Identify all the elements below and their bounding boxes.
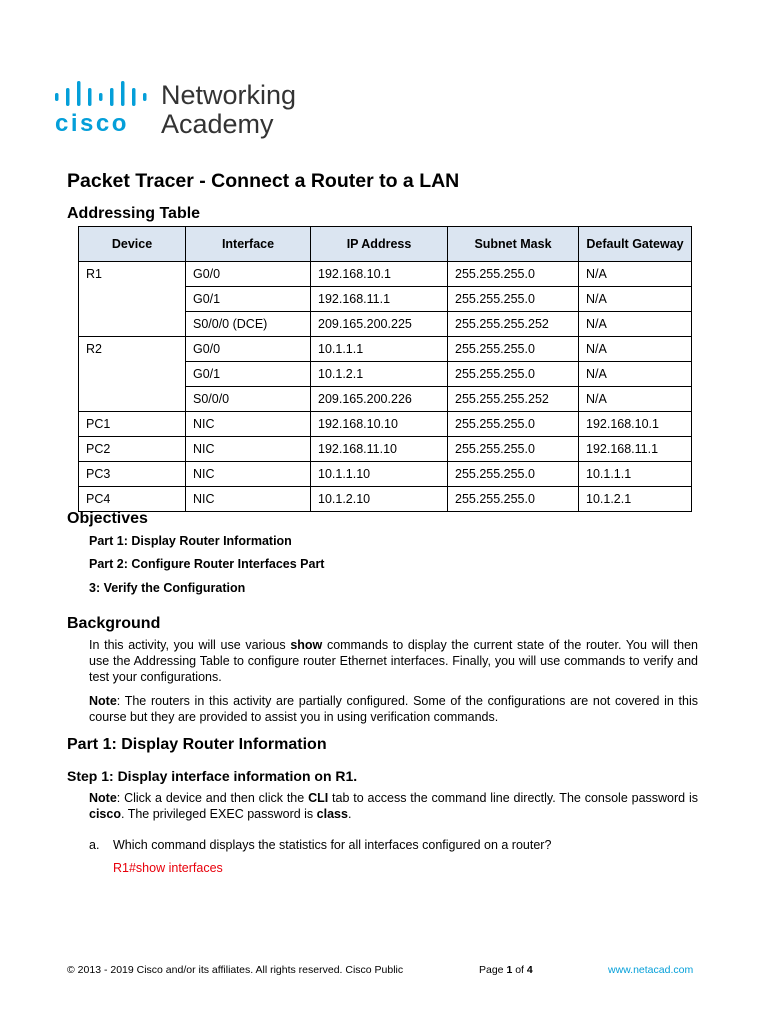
table-cell: G0/0 bbox=[186, 262, 311, 287]
table-cell: 255.255.255.0 bbox=[448, 487, 579, 512]
device-cell: PC3 bbox=[79, 462, 186, 487]
table-cell: 255.255.255.0 bbox=[448, 337, 579, 362]
table-cell: S0/0/0 bbox=[186, 387, 311, 412]
table-row bbox=[79, 487, 692, 512]
copyright-symbol: © bbox=[67, 964, 75, 976]
text-span: In this activity, you will use various bbox=[89, 638, 291, 652]
column-header: Interface bbox=[186, 227, 311, 262]
cisco-wordmark: cisco bbox=[55, 110, 129, 137]
table-cell: 255.255.255.0 bbox=[448, 287, 579, 312]
table-row bbox=[79, 462, 692, 487]
copyright-text: 2013 - 2019 Cisco and/or its affiliates. All rights reserved. Cisco Public bbox=[77, 964, 404, 976]
table-cell: 10.1.2.10 bbox=[311, 487, 448, 512]
table-cell: G0/0 bbox=[186, 337, 311, 362]
total-pages: 4 bbox=[526, 964, 533, 976]
table-cell: 10.1.1.1 bbox=[311, 337, 448, 362]
device-cell: R1 bbox=[79, 262, 186, 337]
table-cell: 10.1.2.1 bbox=[579, 487, 692, 512]
column-header: Subnet Mask bbox=[448, 227, 579, 262]
table-row bbox=[79, 412, 692, 437]
text-span: commands to display the current state of the router. You will then use the Addressing Table to configure router Ethernet interfaces. Finally, you will use commands to verify and test your configurations. bbox=[89, 638, 698, 684]
column-header: Default Gateway bbox=[579, 227, 692, 262]
table-cell: NIC bbox=[186, 412, 311, 437]
table-cell: N/A bbox=[579, 312, 692, 337]
step1-note-paragraph bbox=[89, 790, 698, 822]
table-cell: G0/1 bbox=[186, 362, 311, 387]
step1-heading: Step 1: Display interface information on R1. bbox=[67, 768, 358, 784]
table-cell: G0/1 bbox=[186, 287, 311, 312]
objectives-heading: Objectives bbox=[67, 510, 148, 527]
device-cell: PC4 bbox=[79, 487, 186, 512]
table-cell: NIC bbox=[186, 487, 311, 512]
text-span: : Click a device and then click the bbox=[116, 791, 309, 805]
part1-heading: Part 1: Display Router Information bbox=[67, 736, 327, 753]
note-label: Note bbox=[89, 791, 117, 805]
table-cell: 209.165.200.225 bbox=[311, 312, 448, 337]
table-header-row bbox=[79, 227, 692, 262]
answer-a: R1#show interfaces bbox=[113, 861, 223, 875]
logo-academy-text: Academy bbox=[161, 109, 274, 139]
column-header: Device bbox=[79, 227, 186, 262]
table-row bbox=[79, 437, 692, 462]
table-cell: 192.168.10.10 bbox=[311, 412, 448, 437]
table-cell: 255.255.255.0 bbox=[448, 262, 579, 287]
table-cell: 255.255.255.0 bbox=[448, 362, 579, 387]
table-cell: 10.1.1.1 bbox=[579, 462, 692, 487]
table-cell: N/A bbox=[579, 287, 692, 312]
table-row bbox=[79, 337, 692, 362]
table-cell: S0/0/0 (DCE) bbox=[186, 312, 311, 337]
background-note-paragraph bbox=[89, 693, 698, 725]
logo-networking-text: Networking bbox=[161, 80, 297, 110]
table-cell: 209.165.200.226 bbox=[311, 387, 448, 412]
table-cell: N/A bbox=[579, 262, 692, 287]
footer-url-link[interactable]: www.netacad.com bbox=[608, 964, 694, 976]
device-cell: R2 bbox=[79, 337, 186, 412]
question-letter: a. bbox=[89, 838, 100, 852]
question-text: Which command displays the statistics for all interfaces configured on a router? bbox=[113, 838, 552, 852]
table-cell: 10.1.2.1 bbox=[311, 362, 448, 387]
page-label: Page bbox=[479, 964, 504, 976]
table-cell: N/A bbox=[579, 387, 692, 412]
background-paragraph bbox=[89, 637, 698, 685]
page-of-label: of bbox=[515, 964, 524, 976]
addressing-table-heading: Addressing Table bbox=[67, 205, 201, 222]
table-cell: 192.168.10.1 bbox=[311, 262, 448, 287]
column-header: IP Address bbox=[311, 227, 448, 262]
table-cell: 255.255.255.0 bbox=[448, 437, 579, 462]
addressing-table bbox=[78, 226, 692, 512]
table-cell: N/A bbox=[579, 362, 692, 387]
cli-text: CLI bbox=[308, 791, 329, 805]
console-password-text: cisco bbox=[89, 807, 121, 821]
table-cell: 255.255.255.0 bbox=[448, 462, 579, 487]
page-title: Packet Tracer - Connect a Router to a LAN bbox=[67, 170, 460, 192]
objective-item: Part 1: Display Router Information bbox=[89, 534, 292, 548]
table-cell: 192.168.11.1 bbox=[311, 287, 448, 312]
table-cell: N/A bbox=[579, 337, 692, 362]
footer-copyright bbox=[67, 963, 403, 977]
table-cell: 10.1.1.10 bbox=[311, 462, 448, 487]
cisco-networking-academy-logo bbox=[54, 80, 354, 144]
table-cell: 192.168.10.1 bbox=[579, 412, 692, 437]
exec-password-text: class bbox=[316, 807, 348, 821]
table-cell: 255.255.255.252 bbox=[448, 387, 579, 412]
cisco-bridge-bars-icon bbox=[54, 80, 154, 110]
table-cell: 255.255.255.0 bbox=[448, 412, 579, 437]
text-span: : The routers in this activity are partially configured. Some of the configurations are not covered in this course but they are provided to assist you in using verification commands. bbox=[89, 694, 698, 724]
device-cell: PC2 bbox=[79, 437, 186, 462]
text-span: . The privileged EXEC password is bbox=[120, 807, 317, 821]
current-page: 1 bbox=[506, 964, 513, 976]
table-cell: 192.168.11.1 bbox=[579, 437, 692, 462]
table-cell: NIC bbox=[186, 437, 311, 462]
text-span: tab to access the command line directly. The console password is bbox=[328, 791, 698, 805]
table-cell: 255.255.255.252 bbox=[448, 312, 579, 337]
table-cell: 192.168.11.10 bbox=[311, 437, 448, 462]
note-label: Note bbox=[89, 694, 117, 708]
background-heading: Background bbox=[67, 615, 161, 632]
footer-page-number bbox=[479, 963, 533, 977]
objective-item: 3: Verify the Configuration bbox=[89, 581, 246, 595]
text-span: . bbox=[347, 807, 352, 821]
table-row bbox=[79, 262, 692, 287]
objective-item: Part 2: Configure Router Interfaces Part bbox=[89, 557, 325, 571]
device-cell: PC1 bbox=[79, 412, 186, 437]
show-command-text: show bbox=[290, 638, 323, 652]
table-cell: NIC bbox=[186, 462, 311, 487]
